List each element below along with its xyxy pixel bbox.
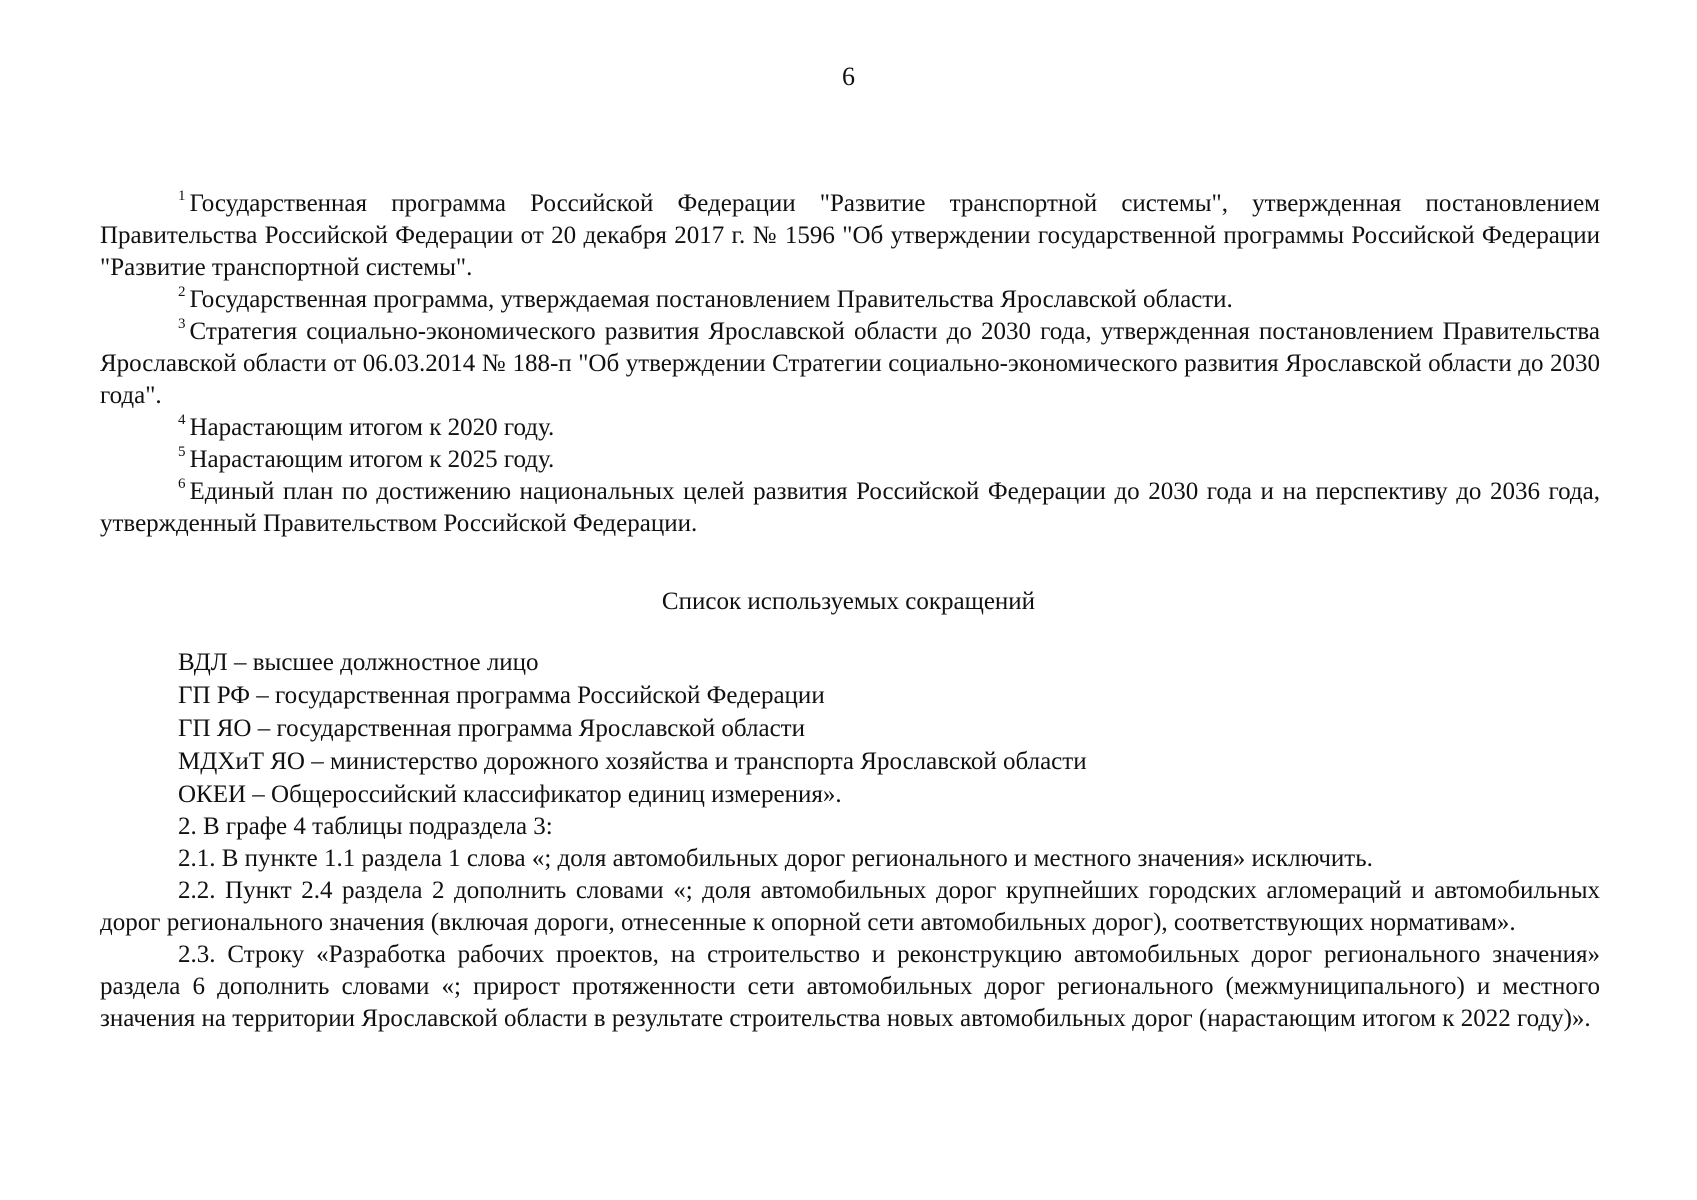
page-number: 6 [842,62,855,91]
footnotes-block [100,188,1600,540]
amendment-paragraph: 2. В графе 4 таблицы подраздела 3: [178,813,553,840]
footnote-1 [100,188,1600,284]
abbreviation-item: ГП ЯО – государственная программа Ярославской области [178,715,805,742]
footnote-text: Единый план по достижению национальных целей развития Российской Федерации до 2030 года и на перспективу до 2036 года, утвержденный Правительством Российской Федерации. [100,478,1600,537]
abbreviation-item: ГП РФ – государственная программа Российской Федерации [178,682,825,709]
abbreviations-list [100,646,1600,1035]
amendment-paragraph: 2.2. Пункт 2.4 раздела 2 дополнить словами «; доля автомобильных дорог крупнейших городских агломераций и автомобильных дорог регионального значения (включая дороги, отнесенные к опорной сети автомобильных дорог), соответствующих нормативам». [100,877,1600,936]
footnote-mark: 6 [178,476,186,492]
amendments-block [100,811,1600,1035]
footnote-5 [100,444,1600,476]
footnote-4 [100,412,1600,444]
footnote-text: Стратегия социально-экономического развития Ярославской области до 2030 года, утвержденная постановлением Правительства Ярославской области от 06.03.2014 № 188-п "Об утверждении Стратегии социально-экономического развития Ярославской области до 2030 года". [100,318,1600,409]
footnote-mark: 4 [178,412,186,428]
abbreviation-item: ВДЛ – высшее должностное лицо [178,649,539,676]
footnote-mark: 5 [178,444,186,460]
amendment-paragraph: 2.1. В пункте 1.1 раздела 1 слова «; доля автомобильных дорог регионального и местного значения» исключить. [178,845,1373,872]
footnote-mark: 2 [178,284,186,300]
abbreviations-title: Список используемых сокращений [661,588,1036,615]
footnote-mark: 1 [178,188,186,204]
footnote-mark: 3 [178,316,186,332]
footnote-text: Государственная программа, утверждаемая постановлением Правительства Ярославской области. [189,286,1233,313]
amendment-paragraph: 2.3. Строку «Разработка рабочих проектов, на строительство и реконструкцию автомобильных дорог регионального значения» раздела 6 дополнить словами «; прирост протяженности сети автомобильных дорог регионального (межмуниципального) и местного значения на территории Ярославской области в результате строительства новых автомобильных дорог (нарастающим итогом к 2022 году)». [100,941,1600,1032]
footnote-6 [100,476,1600,540]
footnote-2 [100,284,1600,316]
abbreviation-item: ОКЕИ – Общероссийский классификатор единиц измерения». [178,781,842,808]
footnote-text: Нарастающим итогом к 2025 году. [189,446,555,473]
footnote-text: Нарастающим итогом к 2020 году. [189,414,555,441]
footnote-text: Государственная программа Российской Федерации "Развитие транспортной системы", утвержденная постановлением Правительства Российской Федерации от 20 декабря 2017 г. № 1596 "Об утверждении государственной программы Российской Федерации "Развитие транспортной системы". [100,190,1600,281]
footnote-3 [100,316,1600,412]
abbreviation-item: МДХиТ ЯО – министерство дорожного хозяйства и транспорта Ярославской области [178,748,1087,775]
